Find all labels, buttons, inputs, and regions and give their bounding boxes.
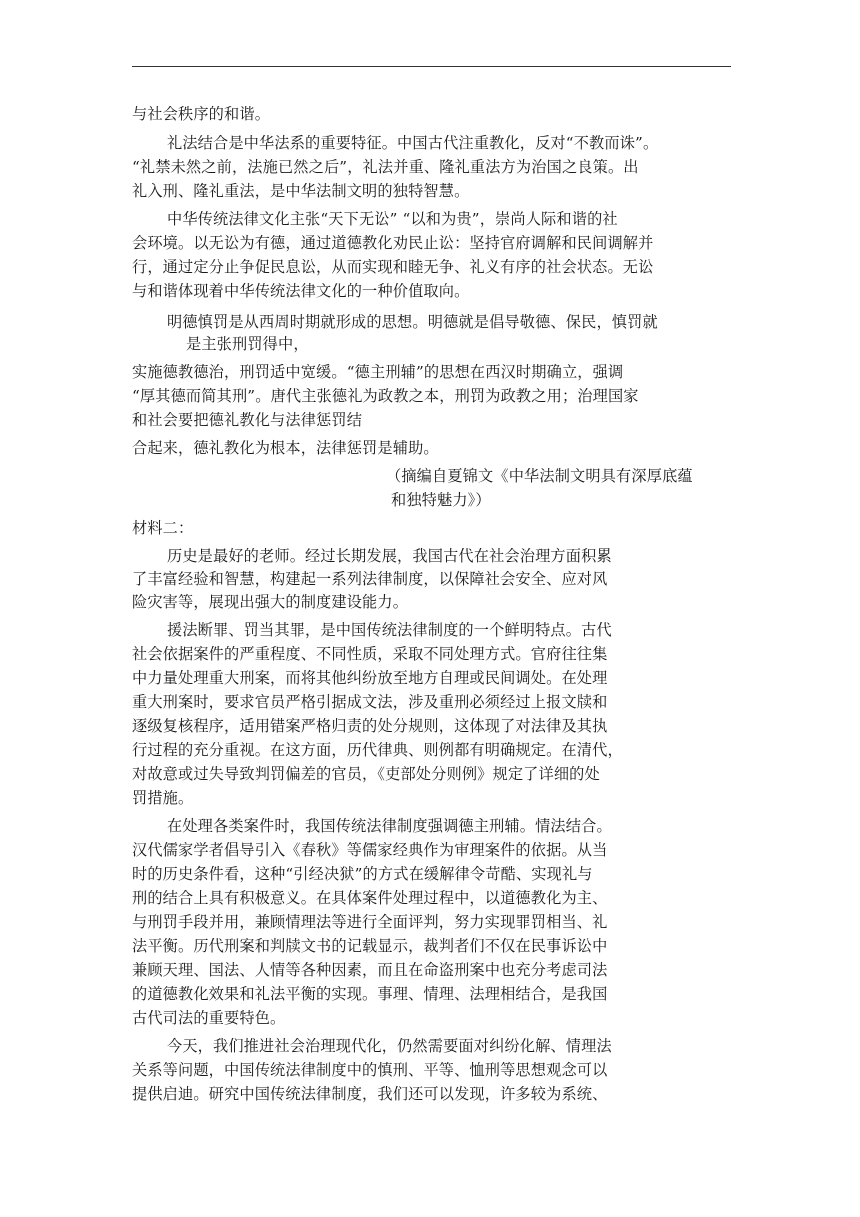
text-line: 古代司法的重要特色。 [132, 1009, 286, 1027]
text-line: 与社会秩序的和谐。 [132, 105, 271, 123]
text-line: “礼禁未然之前，法施已然之后”，礼法并重、隆礼重法方为治国之良策。出 [132, 158, 639, 176]
text-line: 险灾害等，展现出强大的制度建设能力。 [132, 593, 409, 611]
text-line: 实施德教德治，刑罚适中宽缓。“德主刑辅”的思想在西汉时期确立，强调 [132, 363, 624, 381]
text-line: 明德慎罚是从西周时期就形成的思想。明德就是倡导敬德、保民，慎罚就 [167, 313, 658, 331]
header-rule [132, 66, 731, 67]
text-line: 援法断罪、罚当其罪，是中国传统法律制度的一个鲜明特点。古代 [167, 621, 612, 639]
citation-line: （摘编自夏锦文《中华法制文明具有深厚底蕴 [386, 467, 693, 485]
text-line: 与和谐体现着中华传统法律文化的一种价值取向。 [132, 282, 470, 300]
text-line: 行过程的充分重视。在这方面，历代律典、则例都有明确规定。在清代， [132, 741, 623, 759]
text-line: 中华传统法律文化主张“天下无讼” “以和为贵”，崇尚人际和谐的社 [167, 210, 618, 228]
text-line: 合起来，德礼教化为根本，法律惩罚是辅助。 [132, 439, 439, 457]
text-line: 对故意或过失导致判罚偏差的官员，《吏部处分则例》规定了详细的处 [132, 765, 600, 783]
text-line: 汉代儒家学者倡导引入《春秋》等儒家经典作为审理案件的依据。从当 [132, 841, 608, 859]
text-line: 是主张刑罚得中， [186, 335, 309, 353]
text-line: 提供启迪。研究中国传统法律制度，我们还可以发现，许多较为系统、 [132, 1085, 608, 1103]
text-line: 今天，我们推进社会治理现代化，仍然需要面对纠纷化解、情理法 [167, 1037, 612, 1055]
text-line: 罚措施。 [132, 789, 194, 807]
text-line: 关系等问题，中国传统法律制度中的慎刑、平等、恤刑等思想观念可以 [132, 1061, 608, 1079]
text-line: 行，通过定分止争促民息讼，从而实现和睦无争、礼义有序的社会状态。无讼 [132, 258, 654, 276]
citation-line: 和独特魅力》） [391, 491, 491, 509]
text-line: 逐级复核程序，适用错案严格归责的处分规则，这体现了对法律及其执 [132, 717, 608, 735]
text-line: 兼顾天理、国法、人情等各种因素，而且在命盗刑案中也充分考虑司法 [132, 961, 608, 979]
text-line: 与刑罚手段并用，兼顾情理法等进行全面评判，努力实现罪罚相当、礼 [132, 913, 608, 931]
text-line: 在处理各类案件时，我国传统法律制度强调德主刑辅。情法结合。 [167, 817, 612, 835]
text-line: 礼法结合是中华法系的重要特征。中国古代注重教化，反对“不教而诛”。 [167, 134, 659, 152]
text-line: 的道德教化效果和礼法平衡的实现。事理、情理、法理相结合，是我国 [132, 985, 608, 1003]
text-line: 社会依据案件的严重程度、不同性质，采取不同处理方式。官府往往集 [132, 645, 608, 663]
text-line: 刑的结合上具有积极意义。在具体案件处理过程中，以道德教化为主、 [132, 889, 608, 907]
section-heading: 材料二： [132, 519, 194, 537]
text-line: 会环境。以无讼为有德，通过道德教化劝民止讼：坚持官府调解和民间调解并 [132, 234, 654, 252]
text-line: 法平衡。历代刑案和判牍文书的记载显示，裁判者们不仅在民事诉讼中 [132, 937, 608, 955]
text-line: “厚其德而简其刑”。唐代主张德礼为政教之本，刑罚为政教之用；治理国家 [132, 387, 639, 405]
text-line: 历史是最好的老师。经过长期发展，我国古代在社会治理方面积累 [167, 547, 612, 565]
text-line: 和社会要把德礼教化与法律惩罚结 [132, 411, 363, 429]
text-line: 礼入刑、隆礼重法，是中华法制文明的独特智慧。 [132, 182, 470, 200]
text-line: 了丰富经验和智慧，构建起一系列法律制度，以保障社会安全、应对风 [132, 570, 608, 588]
text-line: 时的历史条件看，这种“引经决狱”的方式在缓解律令苛酷、实现礼与 [132, 865, 593, 883]
text-line: 中力量处理重大刑案，而将其他纠纷放至地方自理或民间调处。在处理 [132, 669, 608, 687]
text-line: 重大刑案时，要求官员严格引据成文法，涉及重刑必须经过上报文牍和 [132, 693, 608, 711]
